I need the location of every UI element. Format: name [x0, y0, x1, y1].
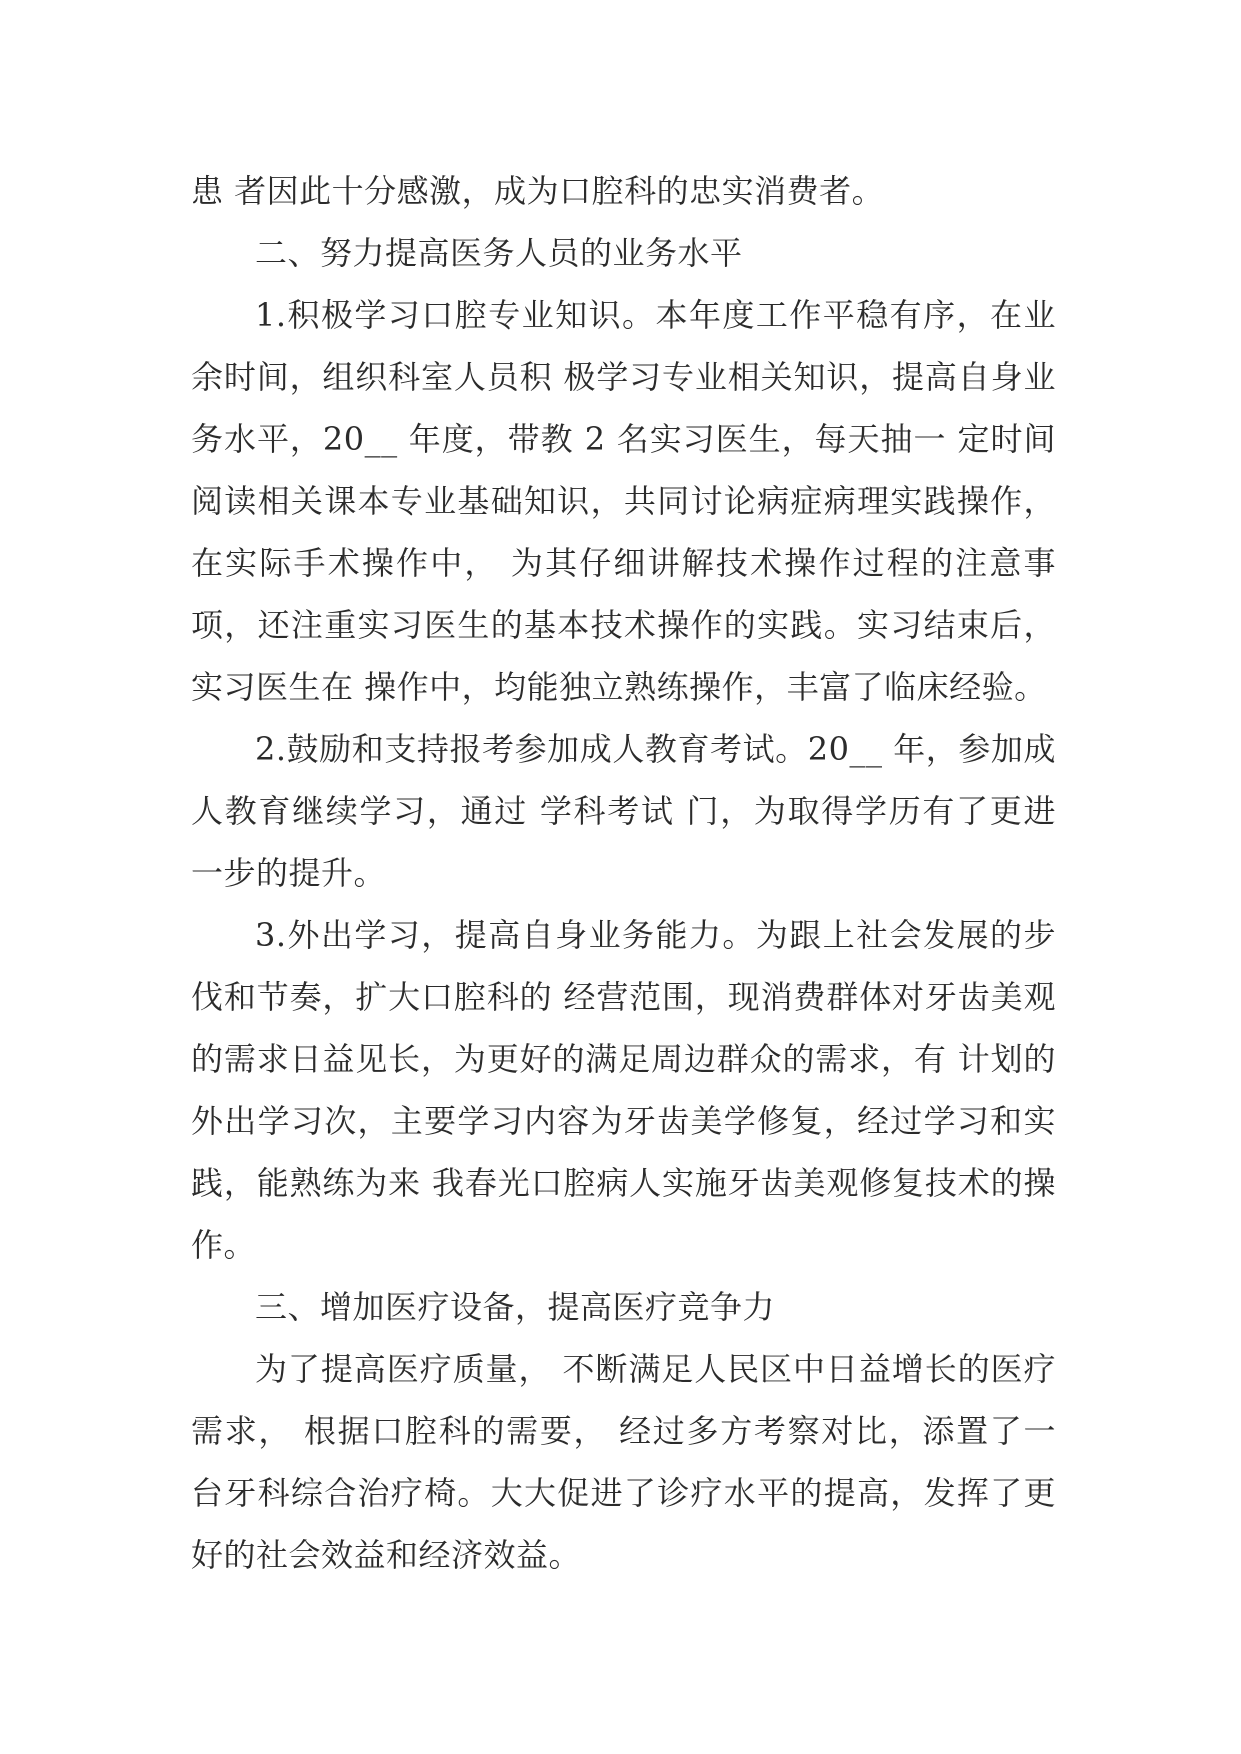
section-heading-2: 二、努力提高医务人员的业务水平: [255, 234, 743, 272]
section-heading-3: 三、增加医疗设备，提高医疗竞争力: [255, 1288, 776, 1326]
paragraph-item-1: 1.积极学习口腔专业知识。本年度工作平稳有序，在业余时间，组织科室人员积 极学习专业相关知识，提高自身业务水平，20__ 年度，带教 2 名实习医生，每天抽一 定时间阅读相关课本专业基础知识，共同讨论病症病理实践操作，在实际手术操作中， 为其仔细讲解技术操作过程的注意事项，还注重实习医生的基本技术操作的实践。实习结束后，实习医生在 操作中，均能独立熟练操作，丰富了临床经验。: [191, 296, 1056, 706]
paragraph-continuation: 患 者因此十分感激，成为口腔科的忠实消费者。: [191, 172, 885, 210]
paragraph-equipment: 为了提高医疗质量， 不断满足人民区中日益增长的医疗需求， 根据口腔科的需要， 经过多方考察对比，添置了一台牙科综合治疗椅。大大促进了诊疗水平的提高，发挥了更好的社会效益和经济效益。: [191, 1350, 1056, 1574]
paragraph-item-2: 2.鼓励和支持报考参加成人教育考试。20__ 年，参加成人教育继续学习，通过 学科考试 门，为取得学历有了更进一步的提升。: [191, 730, 1056, 892]
paragraph-item-3: 3.外出学习，提高自身业务能力。为跟上社会发展的步伐和节奏，扩大口腔科的 经营范围，现消费群体对牙齿美观的需求日益见长，为更好的满足周边群众的需求，有 计划的外出学习次，主要学习内容为牙齿美学修复，经过学习和实践，能熟练为来 我春光口腔病人实施牙齿美观修复技术的操作。: [191, 916, 1056, 1264]
document-body: [191, 160, 1056, 1586]
